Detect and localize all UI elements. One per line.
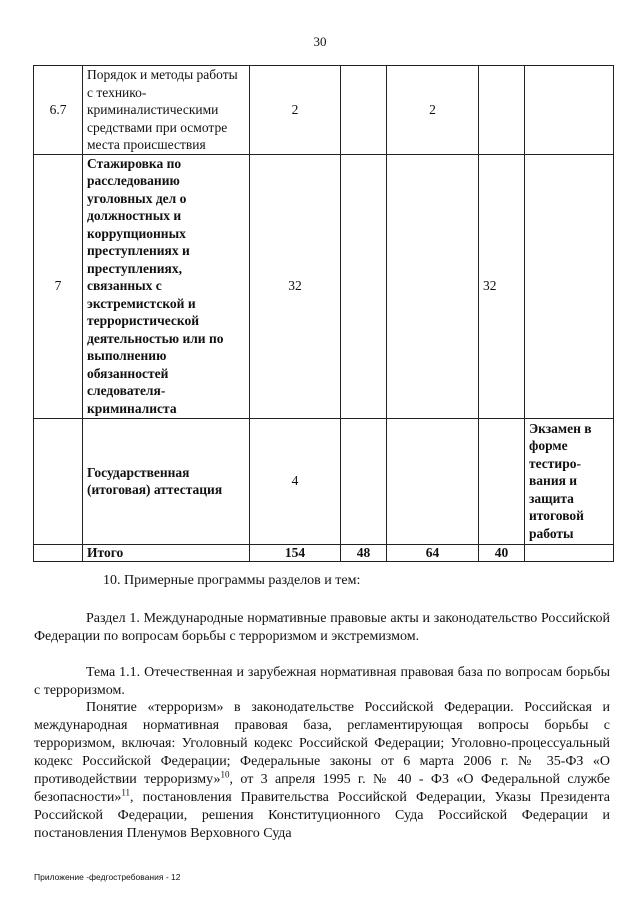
- table-row: [34, 66, 614, 155]
- lecture-hours: [341, 154, 387, 418]
- assessment-form: [525, 154, 614, 418]
- page-footer: Приложение -федгостребования - 12: [34, 872, 181, 882]
- curriculum-table: [33, 65, 614, 562]
- internship-hours: 40: [479, 544, 525, 561]
- internship-hours: [479, 418, 525, 544]
- row-number: 6.7: [34, 66, 83, 155]
- row-title: Порядок и методы работы с технико-криминалистическими средствами при осмотре места происшествия: [83, 66, 250, 155]
- row-number: [34, 544, 83, 561]
- lecture-hours: [341, 418, 387, 544]
- total-hours: 2: [250, 66, 341, 155]
- section-heading: 10. Примерные программы разделов и тем:: [103, 573, 361, 588]
- page-number: 30: [313, 34, 327, 49]
- paragraph-text: Понятие «терроризм» в законодательстве Российской Федерации. Российская и международная нормативная правовая база, регламентирующая вопросы борьбы с терроризмом, включая: Уголовный кодекс Российской Федерации; Уголовно-процессуальный кодекс Российской Федерации; Федеральные законы от 6 марта 2006 г. № 35-ФЗ «О противодействии терроризму»: [34, 700, 610, 787]
- total-hours: 154: [250, 544, 341, 561]
- row-title: Государственная (итоговая) аттестация: [83, 418, 250, 544]
- internship-hours: 32: [479, 154, 525, 418]
- row-title: Стажировка по расследованию уголовных дел о должностных и коррупционных преступлениях и преступлениях, связанных с экстремистской и террористической деятельностью или по выполнению обязанностей следователя-криминалиста: [83, 154, 250, 418]
- total-row: [34, 544, 614, 561]
- row-number: [34, 418, 83, 544]
- section-title: Раздел 1. Международные нормативные правовые акты и законодательство Российской Федерации по вопросам борьбы с терроризмом и экстремизмом.: [34, 611, 610, 644]
- assessment-form: [525, 544, 614, 561]
- practice-hours: [387, 154, 479, 418]
- practice-hours: [387, 418, 479, 544]
- paragraph-text: , от 3 апреля 1995 г. № 40 - ФЗ «О Федеральной службе безопасности»: [34, 772, 610, 805]
- total-hours: 32: [250, 154, 341, 418]
- practice-hours: 2: [387, 66, 479, 155]
- total-hours: 4: [250, 418, 341, 544]
- row-number: 7: [34, 154, 83, 418]
- footnote-ref: 10: [220, 769, 230, 780]
- assessment-form: Экзамен в форме тестиро-вания и защита итоговой работы: [525, 418, 614, 544]
- total-label: Итого: [83, 544, 250, 561]
- table-row: [34, 418, 614, 544]
- lecture-hours: 48: [341, 544, 387, 561]
- lecture-hours: [341, 66, 387, 155]
- paragraph-text: , постановления Правительства Российской Федерации, Указы Президента Российской Федерации, решения Конституционного Суда Российской Федерации и постановления Пленумов Верховного Суда: [34, 790, 610, 841]
- body-paragraph: [34, 699, 610, 843]
- practice-hours: 64: [387, 544, 479, 561]
- internship-hours: [479, 66, 525, 155]
- topic-title: Тема 1.1. Отечественная и зарубежная нормативная правовая база по вопросам борьбы с терроризмом.: [34, 665, 610, 698]
- footnote-ref: 11: [121, 787, 131, 798]
- assessment-form: [525, 66, 614, 155]
- table-row: [34, 154, 614, 418]
